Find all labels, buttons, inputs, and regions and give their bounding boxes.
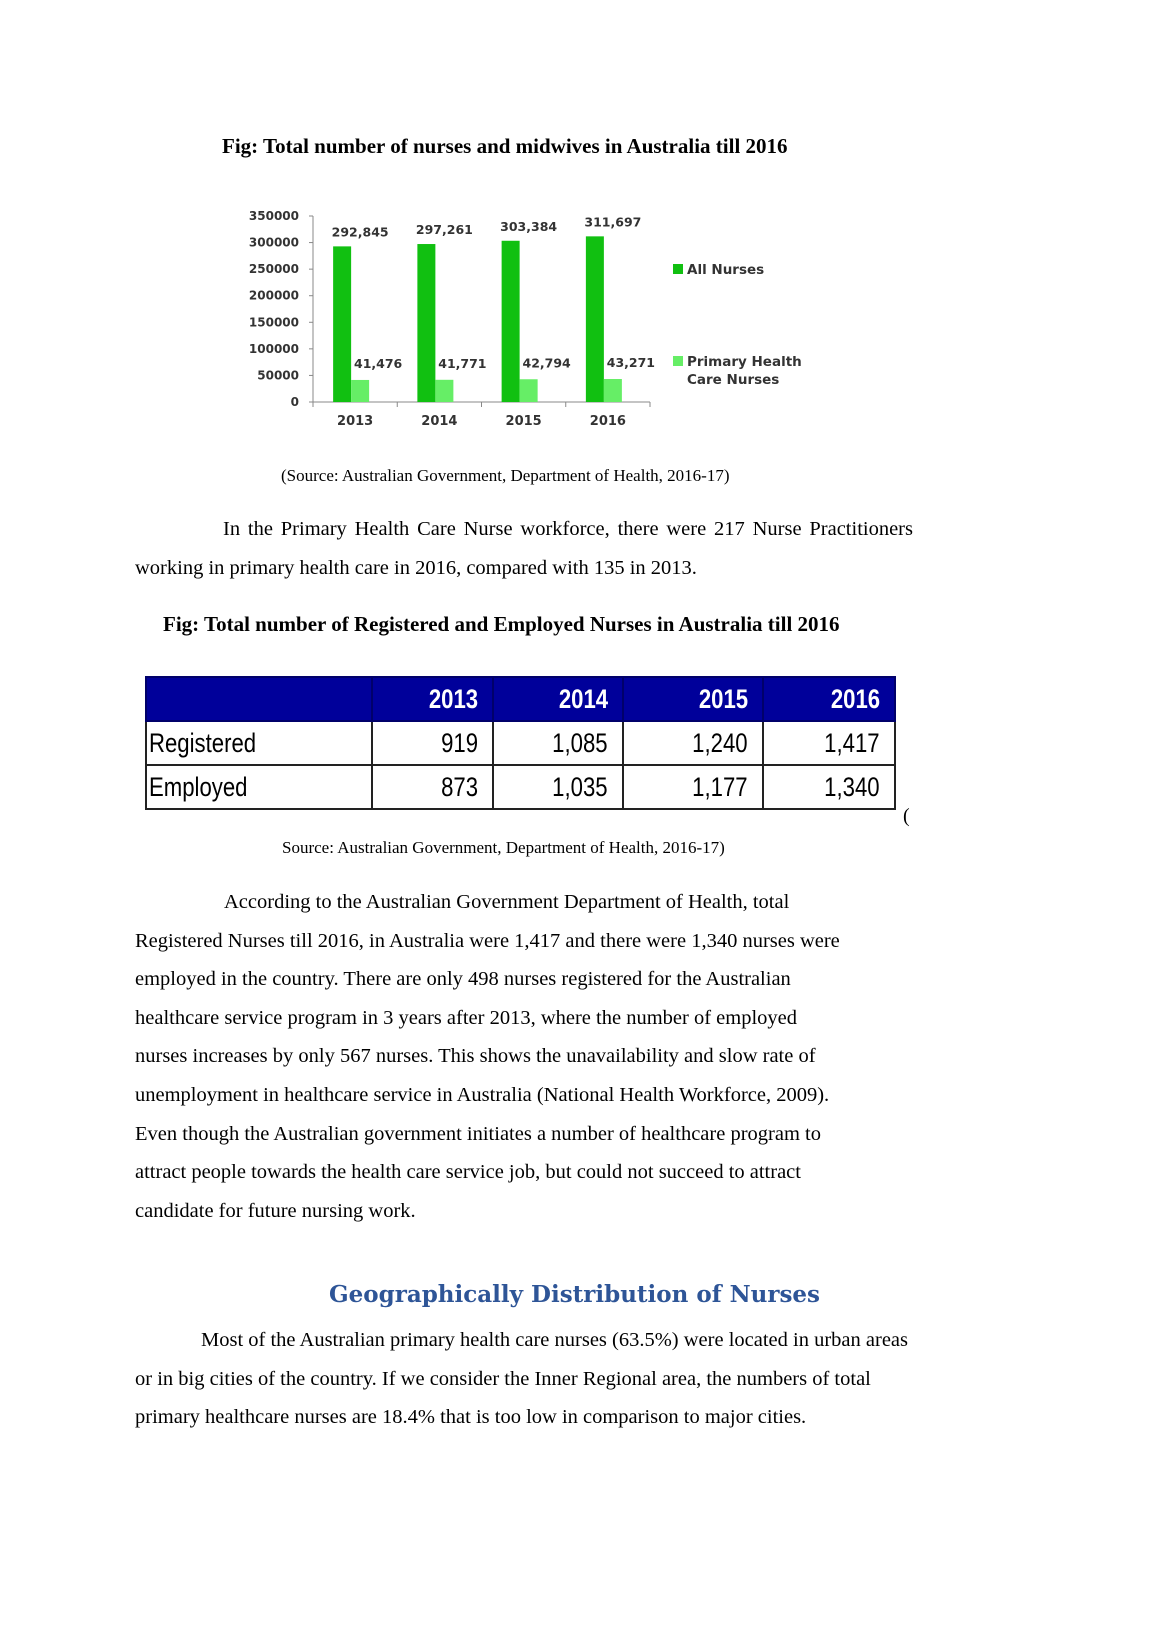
data-label: 41,476 [354, 355, 403, 371]
table-cell: 1,085 [493, 721, 623, 765]
paragraph-2-line: healthcare service program in 3 years after 2013, where the number of employed [135, 1006, 797, 1029]
section-line: or in big cities of the country. If we consider the Inner Regional area, the numbers of total [135, 1367, 871, 1390]
y-tick-label: 200000 [248, 288, 299, 303]
x-tick-label: 2013 [337, 414, 374, 429]
y-tick-label: 150000 [248, 315, 299, 330]
paragraph-2-line: candidate for future nursing work. [135, 1199, 416, 1222]
table-row [146, 721, 895, 765]
table-row-label: Registered [146, 721, 372, 765]
paragraph-2 [135, 883, 935, 1230]
bar-primary-health-care-nurses [351, 380, 369, 402]
bar-all-nurses [333, 246, 351, 402]
paragraph-2-line: employed in the country. There are only 498 nurses registered for the Australian [135, 968, 791, 991]
data-label: 43,271 [606, 355, 655, 371]
figure2-title: Fig: Total number of Registered and Employed Nurses in Australia till 2016 [163, 612, 840, 636]
table-cell: 1,035 [493, 765, 623, 809]
table-header-cell [146, 677, 372, 721]
legend-label: Primary Health [687, 354, 802, 370]
figure1-title: Fig: Total number of nurses and midwives in Australia till 2016 [222, 134, 788, 158]
table-row [146, 765, 895, 809]
table-cell: 919 [372, 721, 493, 765]
table-row-label: Employed [146, 765, 372, 809]
y-tick-label: 350000 [248, 209, 299, 223]
paragraph-2-line: attract people towards the health care service job, but could not succeed to attract [135, 1161, 801, 1184]
figure2-source: Source: Australian Government, Department of Health, 2016-17) [282, 838, 725, 857]
x-tick-label: 2014 [421, 414, 458, 429]
legend-swatch-primary-health-care-nurses [673, 356, 683, 366]
table-header-row [146, 677, 895, 721]
y-tick-label: 50000 [257, 368, 299, 383]
y-tick-label: 0 [290, 395, 299, 409]
bar-primary-health-care-nurses [520, 379, 538, 402]
section-heading: Geographically Distribution of Nurses [329, 1281, 820, 1308]
legend-label: Care Nurses [687, 372, 780, 388]
table-header-cell: 2014 [493, 677, 623, 721]
data-label: 311,697 [584, 214, 642, 230]
table-cell: 1,340 [763, 765, 895, 809]
table-cell: 1,177 [623, 765, 763, 809]
paragraph-2-line: Registered Nurses till 2016, in Australia were 1,417 and there were 1,340 nurses were [135, 929, 840, 952]
section-paragraph [135, 1321, 995, 1437]
nurses-bar-chart [230, 200, 850, 440]
x-tick-label: 2015 [505, 414, 542, 429]
table-cell: 873 [372, 765, 493, 809]
data-label: 42,794 [522, 355, 571, 371]
bar-all-nurses [586, 236, 604, 402]
bar-all-nurses [502, 241, 520, 402]
paragraph-1 [135, 510, 913, 587]
data-label: 303,384 [500, 218, 558, 234]
y-tick-label: 250000 [248, 262, 299, 277]
paragraph-2-line: nurses increases by only 567 nurses. This shows the unavailability and slow rate of [135, 1045, 816, 1068]
table-header-cell: 2015 [623, 677, 763, 721]
paragraph-2-line: Even though the Australian government initiates a number of healthcare program to [135, 1122, 821, 1145]
table-header-cell: 2016 [763, 677, 895, 721]
section-line: Most of the Australian primary health care nurses (63.5%) were located in urban areas [201, 1329, 908, 1351]
bar-primary-health-care-nurses [435, 380, 453, 402]
section-line: primary healthcare nurses are 18.4% that is too low in comparison to major cities. [135, 1406, 807, 1429]
paragraph-2-line: unemployment in healthcare service in Australia (National Health Workforce, 2009). [135, 1083, 830, 1106]
table-cell: 1,417 [763, 721, 895, 765]
paragraph-2-line: According to the Australian Government Department of Health, total [224, 891, 790, 913]
data-label: 41,771 [438, 355, 487, 371]
paragraph-1-text: In the Primary Health Care Nurse workforce, there were 217 Nurse Practitioners working in primary health care in 2016, compared with 135 in 2013. [135, 518, 913, 579]
legend-swatch-all-nurses [673, 264, 683, 274]
nurses-table [145, 676, 896, 810]
table-cell: 1,240 [623, 721, 763, 765]
data-label: 297,261 [415, 222, 473, 238]
bar-all-nurses [417, 244, 435, 402]
legend-label: All Nurses [687, 262, 765, 278]
y-tick-label: 300000 [248, 235, 299, 250]
table-header-cell: 2013 [372, 677, 493, 721]
bar-primary-health-care-nurses [604, 379, 622, 402]
figure1-source: (Source: Australian Government, Department of Health, 2016-17) [281, 466, 730, 485]
y-tick-label: 100000 [248, 341, 299, 356]
x-tick-label: 2016 [589, 414, 626, 429]
stray-parenthesis: ( [903, 805, 910, 827]
data-label: 292,845 [331, 224, 389, 240]
